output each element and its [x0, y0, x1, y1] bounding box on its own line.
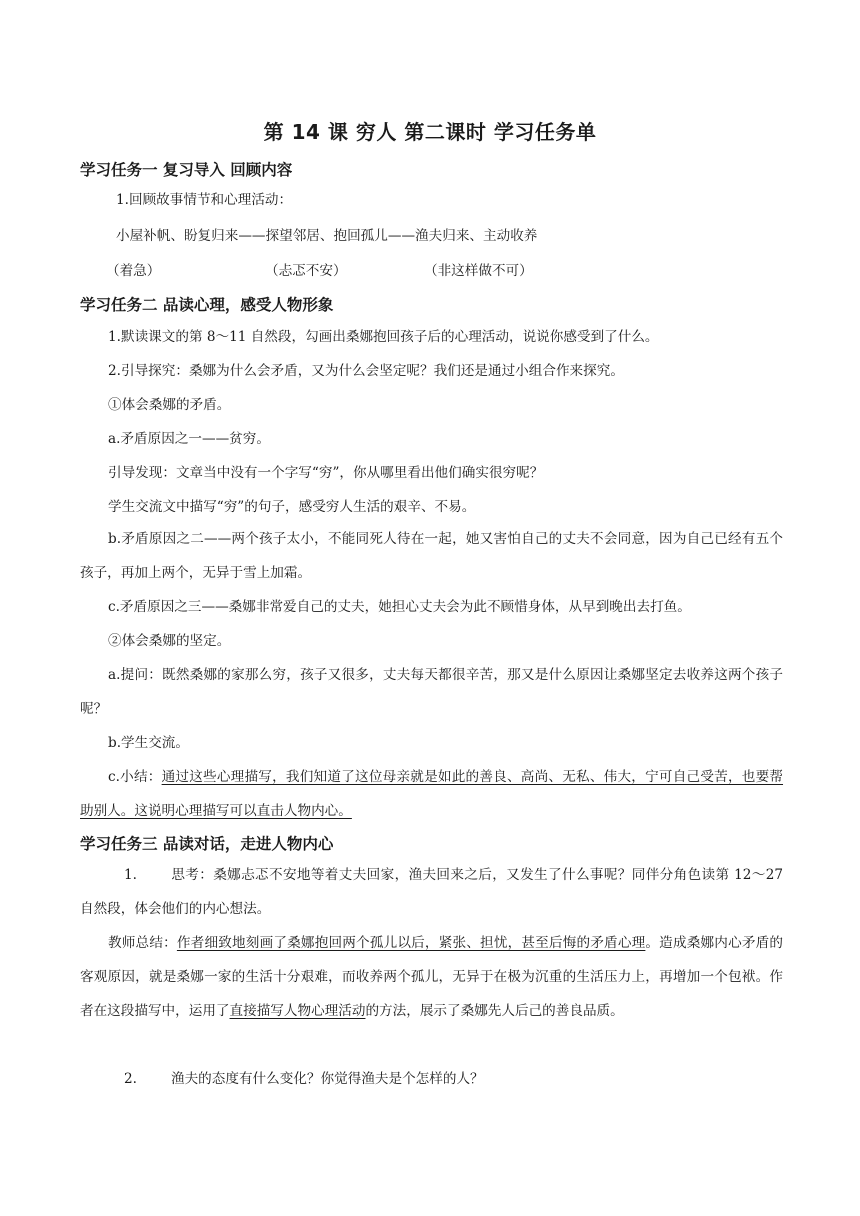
summary-underlined: 通过这些心理描写，我们知道了这位母亲就是如此的善良、高尚、无私、伟大，宁可自己受苦，也要帮助别人。这说明心理描写可以直击人物内心。: [80, 769, 784, 819]
task3-q2: [80, 1062, 783, 1096]
task3-heading: 学习任务三 品读对话，走进人物内心: [80, 835, 334, 853]
task2-p4: a.矛盾原因之一——贫穷。: [108, 431, 270, 447]
task1-item1: 1.回顾故事情节和心理活动：: [116, 192, 293, 208]
q1-text: 思考：桑娜忐忑不安地等着丈夫回家，渔夫回来之后，又发生了什么事呢？同伴分角色读第 12～27 自然段，体会他们的内心想法。: [80, 867, 783, 917]
task1-note-uneasy: （忐忑不安）: [265, 263, 347, 279]
task2-p8: c.矛盾原因之三——桑娜非常爱自己的丈夫，她担心丈夫会为此不顾惜身体，从早到晚出去打鱼。: [108, 599, 691, 615]
task2-p10: a.提问：既然桑娜的家那么穷，孩子又很多，丈夫每天都很辛苦，那又是什么原因让桑娜坚定去收养这两个孩子呢？: [80, 667, 783, 717]
summary-underlined-1: 作者细致地刻画了桑娜抱回两个孤儿以后，紧张、担忧，甚至后悔的矛盾心理: [176, 935, 646, 951]
task3-q1: [80, 858, 783, 926]
task1-note-anxious: （着急）: [106, 263, 161, 279]
task3-summary: [80, 926, 783, 1028]
summary-middle: 。造成桑娜内心矛盾的客观原因，就是桑娜一家的生活十分艰难，而收养两个孤儿，无异于在极为沉重的生活压力上，再增加一个包袱。作者在这段描写中，运用了: [80, 935, 784, 1019]
task1-note-must: （非这样做不可）: [424, 263, 533, 279]
summary-end: 的方法，展示了桑娜先人后己的善良品质。: [365, 1003, 624, 1019]
task2-p5: 引导发现：文章当中没有一个字写“穷”，你从哪里看出他们确实很穷呢？: [108, 465, 544, 481]
task1-plot: 小屋补帆、盼复归来——探望邻居、抱回孤儿——渔夫归来、主动收养: [116, 228, 538, 244]
q2-text: 渔夫的态度有什么变化？你觉得渔夫是个怎样的人？: [170, 1071, 484, 1087]
task2-p9: ②体会桑娜的坚定。: [108, 633, 231, 649]
summary-prefix: c.小结：: [108, 769, 162, 785]
task2-heading: 学习任务二 品读心理，感受人物形象: [80, 296, 334, 314]
summary-underlined-2: 直接描写人物心理活动: [229, 1003, 366, 1019]
q1-number: 1.: [124, 867, 137, 883]
task1-heading: 学习任务一 复习导入 回顾内容: [80, 161, 293, 179]
task2-p12: [80, 760, 783, 828]
summary-label: 教师总结：: [108, 935, 177, 951]
task2-p11: b.学生交流。: [108, 735, 189, 751]
task2-p7: b.矛盾原因之二——两个孩子太小，不能同死人待在一起，她又害怕自己的丈夫不会同意，因为自己已经有五个孩子，再加上两个，无异于雪上加霜。: [80, 531, 783, 581]
task2-p1: 1.默读课文的第 8～11 自然段，勾画出桑娜抱回孩子后的心理活动，说说你感受到了什么。: [108, 329, 659, 345]
task2-p2: 2.引导探究：桑娜为什么会矛盾，又为什么会坚定呢？我们还是通过小组合作来探究。: [108, 363, 624, 379]
task2-p6: 学生交流文中描写“穷”的句子，感受穷人生活的艰辛、不易。: [108, 499, 476, 515]
q2-number: 2.: [124, 1071, 137, 1087]
page-title: 第 14 课 穷人 第二课时 学习任务单: [263, 120, 597, 144]
task2-p3: ①体会桑娜的矛盾。: [108, 397, 231, 413]
